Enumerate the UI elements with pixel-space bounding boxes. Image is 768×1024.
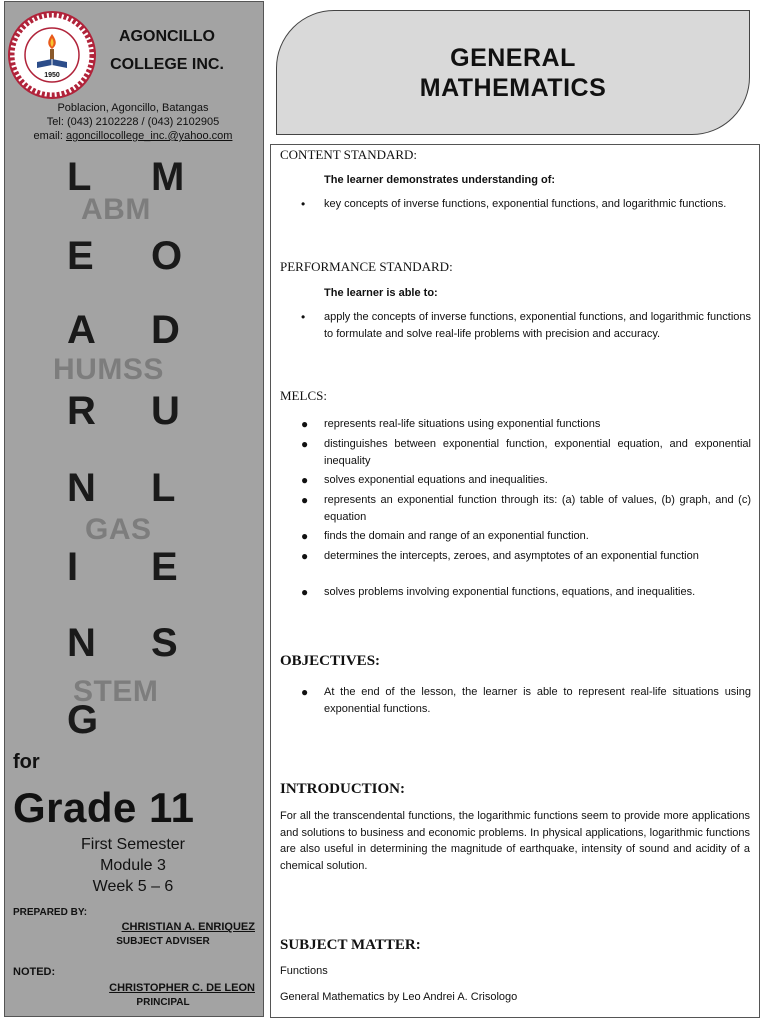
bullet-icon: ● xyxy=(301,685,309,699)
introduction-heading: INTRODUCTION: xyxy=(280,781,406,797)
for-label: for xyxy=(13,751,40,773)
list-item xyxy=(301,684,751,717)
school-name-line2: COLLEGE INC. xyxy=(110,56,224,73)
bullet-icon: ● xyxy=(301,529,309,543)
school-email-row xyxy=(5,130,261,142)
learning-letter-4: R xyxy=(67,389,96,433)
content-standard-heading: CONTENT STANDARD: xyxy=(280,147,418,162)
list-item xyxy=(301,309,751,342)
bullet-icon: ● xyxy=(301,473,309,487)
email-label: email: xyxy=(33,130,66,142)
module-number: Module 3 xyxy=(100,857,166,874)
school-telephone: Tel: (043) 2102228 / (043) 2102905 xyxy=(46,116,220,128)
list-item xyxy=(301,528,751,545)
learning-letter-6: I xyxy=(67,545,79,589)
melc-item: distinguishes between exponential function, exponential equation, and exponential inequality xyxy=(324,438,751,467)
subject-matter-reference: General Mathematics by Leo Andrei A. Crisologo xyxy=(280,991,518,1003)
subject-title-line2: MATHEMATICS xyxy=(419,73,607,102)
melc-item: represents an exponential function through its: (a) table of values, (b) graph, and (c) equation xyxy=(324,494,751,523)
module-content xyxy=(270,144,760,1018)
modules-letter-6: E xyxy=(151,545,178,589)
learning-letter-2: E xyxy=(67,234,94,278)
grade-level: Grade 11 xyxy=(13,784,195,831)
bullet-icon: ● xyxy=(301,549,309,563)
learning-letter-3: A xyxy=(67,308,96,352)
objectives-heading: OBJECTIVES: xyxy=(280,653,381,669)
week-range: Week 5 – 6 xyxy=(92,878,174,895)
principal-name: CHRISTOPHER C. DE LEON xyxy=(109,982,255,994)
preparer-name: CHRISTIAN A. ENRIQUEZ xyxy=(121,921,255,933)
learning-letter-5: N xyxy=(67,466,96,510)
melc-item: finds the domain and range of an exponential function. xyxy=(324,530,589,542)
svg-text:1950: 1950 xyxy=(44,72,60,79)
subject-title-tab xyxy=(276,10,750,135)
noted-label: NOTED: xyxy=(13,966,56,978)
strand-stem: STEM xyxy=(73,675,159,708)
melcs-heading: MELCS: xyxy=(280,388,327,403)
school-seal-logo xyxy=(7,10,97,100)
objective-item: At the end of the lesson, the learner is able to represent real-life situations using exponential functions. xyxy=(324,686,751,715)
bullet-icon: • xyxy=(301,197,306,211)
performance-standard-lead: The learner is able to: xyxy=(324,287,438,299)
introduction-text: For all the transcendental functions, the logarithmic functions seem to provide more applications and solutions to business and economic problems. In physical applications, logarithmic functions are also useful in determining the magnitude of earthquake, intensity of sound and acidity of a chemical solution. xyxy=(280,810,750,872)
modules-letter-1: M xyxy=(151,155,185,199)
bullet-icon: ● xyxy=(301,417,309,431)
learning-letter-1: L xyxy=(67,155,92,199)
performance-standard-text: apply the concepts of inverse functions, exponential functions, and logarithmic functions to formulate and solve real-life problems with precision and accuracy. xyxy=(324,311,751,340)
subject-matter-topic: Functions xyxy=(280,965,328,977)
strand-gas: GAS xyxy=(85,513,152,546)
preparer-role: SUBJECT ADVISER xyxy=(116,936,210,947)
melc-item: represents real-life situations using exponential functions xyxy=(324,418,601,430)
modules-letter-4: U xyxy=(151,389,180,433)
modules-letter-3: D xyxy=(151,308,180,352)
bullet-icon: ● xyxy=(301,585,309,599)
list-item xyxy=(301,492,751,525)
school-address: Poblacion, Agoncillo, Batangas xyxy=(57,102,209,114)
modules-letter-2: O xyxy=(151,234,183,278)
subject-matter-heading: SUBJECT MATTER: xyxy=(280,937,421,953)
bullet-icon: ● xyxy=(301,437,309,451)
list-item xyxy=(301,548,751,565)
strand-abm: ABM xyxy=(81,193,151,226)
list-item xyxy=(301,416,751,433)
prepared-by-label: PREPARED BY: xyxy=(13,907,88,918)
list-item xyxy=(301,584,751,601)
list-item xyxy=(301,472,751,489)
content-standard-lead: The learner demonstrates understanding of: xyxy=(324,174,556,186)
bullet-icon: • xyxy=(301,310,306,324)
subject-title-line1: GENERAL xyxy=(450,43,576,72)
modules-letter-5: L xyxy=(151,466,176,510)
melc-item: solves problems involving exponential functions, equations, and inequalities. xyxy=(324,586,696,598)
modules-letter-7: S xyxy=(151,621,178,665)
list-item xyxy=(301,436,751,469)
melc-item: determines the intercepts, zeroes, and asymptotes of an exponential function xyxy=(324,550,699,562)
cover-sidebar xyxy=(4,1,264,1017)
melc-item: solves exponential equations and inequalities. xyxy=(324,474,548,486)
principal-role: PRINCIPAL xyxy=(136,997,190,1008)
learning-letter-8: G xyxy=(67,698,99,742)
bullet-icon: ● xyxy=(301,493,309,507)
list-item xyxy=(301,196,751,213)
content-standard-text: key concepts of inverse functions, exponential functions, and logarithmic functions. xyxy=(324,198,727,210)
performance-standard-heading: PERFORMANCE STANDARD: xyxy=(280,259,453,274)
semester: First Semester xyxy=(80,836,185,853)
school-email-link[interactable]: agoncillocollege_inc.@yahoo.com xyxy=(65,130,233,142)
learning-letter-7: N xyxy=(67,621,96,665)
school-name-line1: AGONCILLO xyxy=(119,28,215,45)
strand-humss: HUMSS xyxy=(53,353,164,386)
